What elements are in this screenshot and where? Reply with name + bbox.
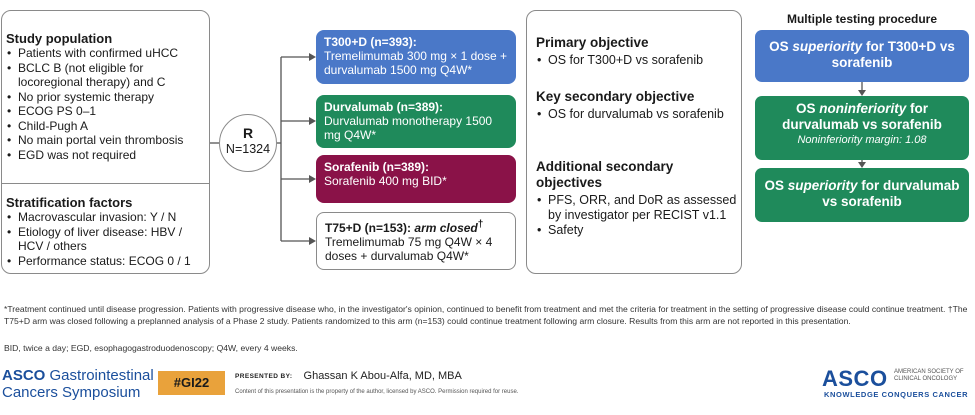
mtp-box-durvalumab-noninferiority xyxy=(755,96,969,160)
hashtag-badge: #GI22 xyxy=(158,371,225,395)
list-item: • Performance status: ECOG 0 / 1 xyxy=(6,254,208,269)
additional-secondary-objectives-list xyxy=(536,193,738,238)
key-secondary-objective-section xyxy=(536,89,738,122)
list-item: • No prior systemic therapy xyxy=(6,90,208,105)
study-population-title: Study population xyxy=(6,31,113,46)
mtp-text-em: superiority xyxy=(792,39,863,54)
objectives-panel xyxy=(526,10,742,274)
arm-body: Tremelimumab 300 mg × 1 dose + durvalumab 1500 mg Q4W* xyxy=(324,49,507,77)
list-item: • No main portal vein thrombosis xyxy=(6,133,208,148)
list-item: • OS for T300+D vs sorafenib xyxy=(536,53,738,68)
arrow-head-arm-3 xyxy=(309,175,316,183)
footnote-main: *Treatment continued until disease progression. Patients with progressive disease who, in the investigator's opinion, continued to benefit from treatment and met the criteria for treatment in the setting of progressive disease could continue treatment. †The T75+D arm was closed following a preplanned analysis of a Phase 2 study. Patients randomized to this arm (n=153) could continue treatment following arm closure. Results from this arm are not reported in this presentation. xyxy=(4,304,968,326)
slide-footer xyxy=(0,362,975,415)
list-item: • Macrovascular invasion: Y / N xyxy=(6,210,208,225)
footnote-abbreviations: BID, twice a day; EGD, esophagogastroduodenoscopy; Q4W, every 4 weeks. xyxy=(4,343,298,353)
randomization-circle xyxy=(219,114,277,172)
asco-society-name: AMERICAN SOCIETY OF CLINICAL ONCOLOGY xyxy=(894,369,964,382)
randomization-label: R xyxy=(242,125,254,141)
arm-t300d xyxy=(316,30,516,84)
mtp-text-em: noninferiority xyxy=(819,101,907,116)
asco-logo-word: ASCO xyxy=(822,366,888,391)
mtp-text-post: for durvalumab vs sorafenib xyxy=(822,178,960,209)
list-item: • OS for durvalumab vs sorafenib xyxy=(536,107,738,122)
primary-objective-title: Primary objective xyxy=(536,35,649,50)
mtp-box-t300d-superiority xyxy=(755,30,969,82)
arrow-head-arm-4 xyxy=(309,237,316,245)
list-item: • BCLC B (not eligible for locoregional therapy) and C xyxy=(6,61,208,90)
dagger-mark: † xyxy=(477,219,484,230)
key-secondary-objective-list xyxy=(536,107,738,122)
mtp-text-em: superiority xyxy=(787,178,858,193)
randomization-n: N=1324 xyxy=(225,142,271,156)
presented-by-label: PRESENTED BY: xyxy=(235,372,293,380)
arm-body: Tremelimumab 75 mg Q4W × 4 doses + durvalumab Q4W* xyxy=(325,235,493,263)
list-item: • Etiology of liver disease: HBV / HCV / others xyxy=(6,225,208,254)
arm-header: Sorafenib (n=389): xyxy=(324,160,430,174)
arm-sorafenib xyxy=(316,155,516,203)
arm-durvalumab xyxy=(316,95,516,148)
asco-word: ASCO xyxy=(2,367,46,384)
asco-tagline: KNOWLEDGE CONQUERS CANCER xyxy=(824,390,969,399)
list-item: • Safety xyxy=(536,223,738,238)
list-item: • EGD was not required xyxy=(6,148,208,163)
list-item: • Child-Pugh A xyxy=(6,119,208,134)
mtp-box-durvalumab-superiority xyxy=(755,168,969,222)
arrow-head-arm-1 xyxy=(309,53,316,61)
stratification-title: Stratification factors xyxy=(6,195,133,210)
mtp-text-pre: OS xyxy=(764,178,784,193)
presenter-line xyxy=(235,370,462,382)
primary-objective-section xyxy=(536,35,738,68)
list-item: • ECOG PS 0–1 xyxy=(6,104,208,119)
arm-closed-note: arm closed xyxy=(414,221,478,235)
additional-secondary-objectives-section xyxy=(536,159,738,238)
arm-body: Sorafenib 400 mg BID* xyxy=(324,174,447,188)
noninferiority-margin: Noninferiority margin: 1.08 xyxy=(797,134,927,146)
primary-objective-list xyxy=(536,53,738,68)
arm-header xyxy=(325,218,507,235)
mtp-text-pre: OS xyxy=(769,39,789,54)
arm-header-name: T75+D (n=153): xyxy=(325,221,412,235)
arm-body: Durvalumab monotherapy 1500 mg Q4W* xyxy=(324,114,493,142)
asco-logo xyxy=(822,366,972,402)
symposium-line-1: Gastrointestinal xyxy=(49,367,154,384)
list-item: • PFS, ORR, and DoR as assessed by investigator per RECIST v1.1 xyxy=(536,193,738,223)
key-secondary-objective-title: Key secondary objective xyxy=(536,89,695,104)
symposium-line-2: Cancers Symposium xyxy=(2,384,141,401)
additional-secondary-objectives-title: Additional secondary objectives xyxy=(536,159,674,190)
arm-header: T300+D (n=393): xyxy=(324,35,417,49)
list-item: • Patients with confirmed uHCC xyxy=(6,46,208,61)
content-ownership-note: Content of this presentation is the property of the author, licensed by ASCO. Permission required for reuse. xyxy=(235,389,519,395)
arm-t75d xyxy=(316,212,516,270)
mtp-text-pre: OS xyxy=(795,101,816,116)
mtp-text-post: for T300+D vs sorafenib xyxy=(831,39,955,70)
presenter-name: Ghassan K Abou-Alfa, MD, MBA xyxy=(303,370,462,382)
asco-gi-symposium-logo xyxy=(2,367,154,401)
mtp-text-post: for durvalumab vs sorafenib xyxy=(782,101,942,132)
mtp-title: Multiple testing procedure xyxy=(786,12,937,26)
arm-header: Durvalumab (n=389): xyxy=(324,100,444,114)
arrow-head-arm-2 xyxy=(309,117,316,125)
